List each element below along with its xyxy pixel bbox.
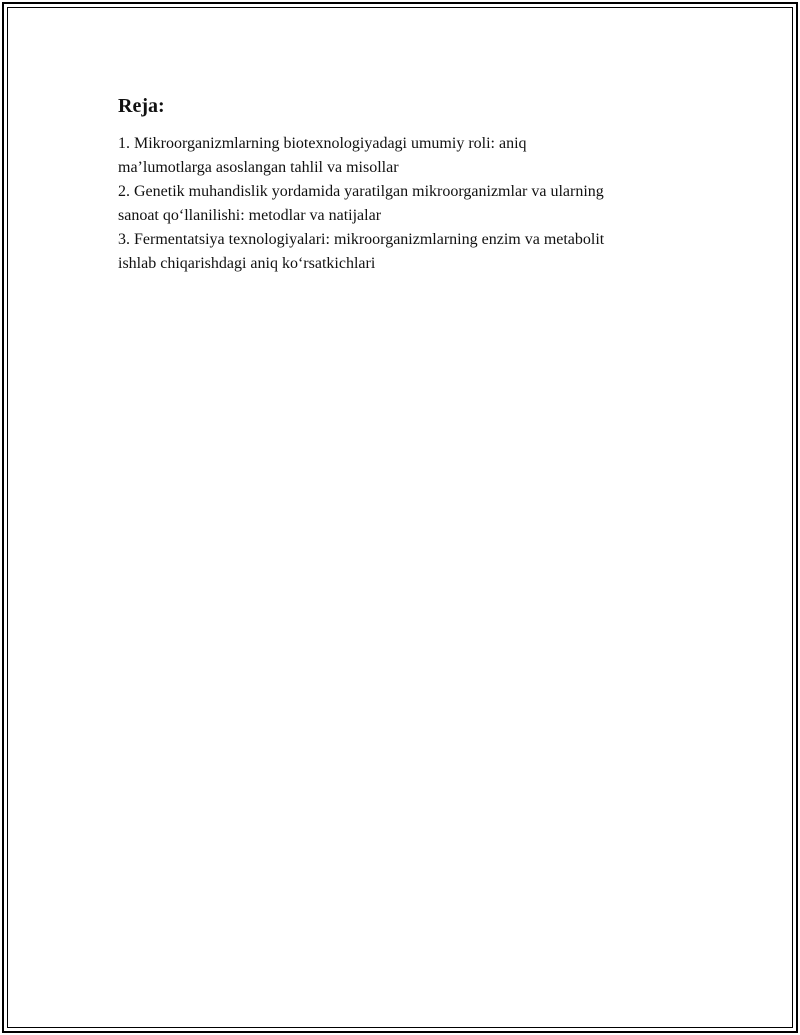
plan-item-2-line-2: sanoat qo‘llanilishi: metodlar va natijalar <box>118 207 382 224</box>
plan-item-3 <box>118 228 698 276</box>
plan-list <box>118 132 698 276</box>
plan-item-1-line-2: ma’lumotlarga asoslangan tahlil va misollar <box>118 159 399 176</box>
plan-item-3-line-1: 3. Fermentatsiya texnologiyalari: mikroorganizmlarning enzim va metabolit <box>118 231 605 248</box>
plan-item-2-line-1: 2. Genetik muhandislik yordamida yaratilgan mikroorganizmlar va ularning <box>118 183 604 200</box>
plan-item-3-line-2: ishlab chiqarishdagi aniq ko‘rsatkichlari <box>118 255 376 272</box>
plan-heading: Reja: <box>118 95 165 117</box>
plan-item-1-line-1: 1. Mikroorganizmlarning biotexnologiyadagi umumiy roli: aniq <box>118 135 527 152</box>
plan-item-1 <box>118 132 698 180</box>
plan-item-2 <box>118 180 698 228</box>
document-content <box>118 94 698 276</box>
